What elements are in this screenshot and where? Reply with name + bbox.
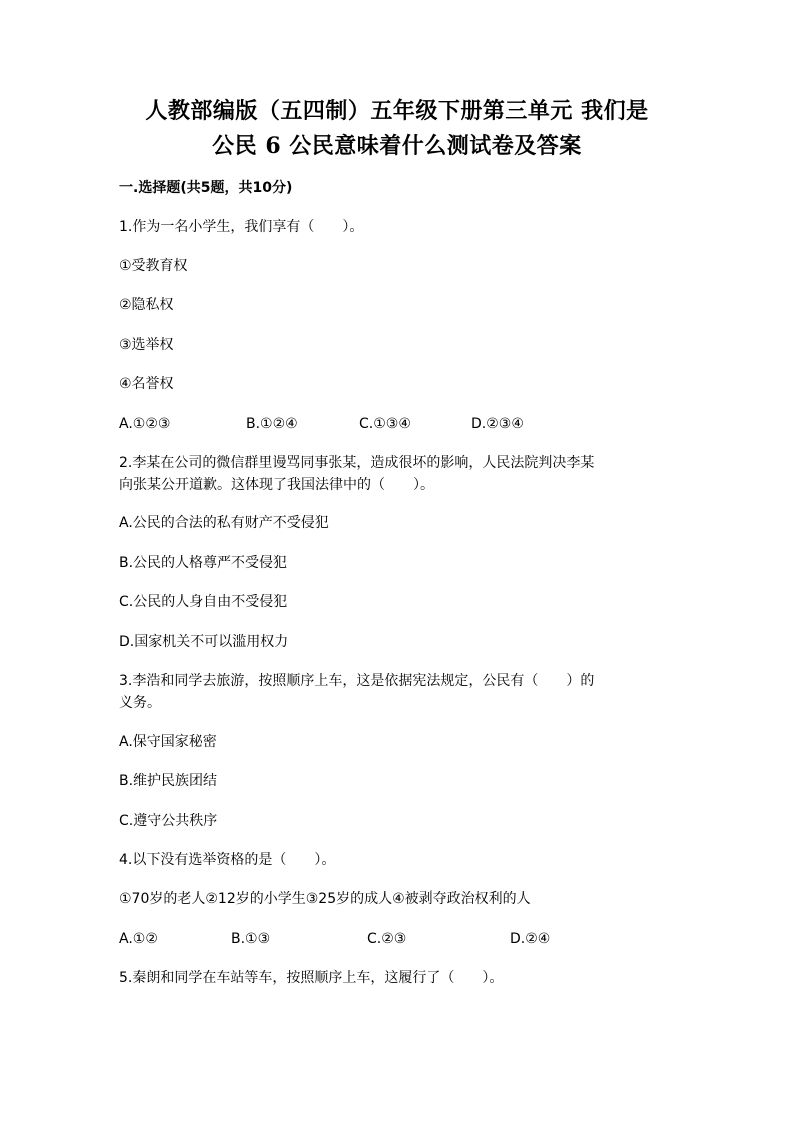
question-4-option-b: B.①③ xyxy=(231,931,271,947)
question-4-detail: ①70岁的老人②12岁的小学生③25岁的成人④被剥夺政治权利的人 xyxy=(119,891,531,907)
question-4-option-c: C.②③ xyxy=(367,931,407,947)
question-2-option-a: A.公民的合法的私有财产不受侵犯 xyxy=(119,515,329,531)
question-2-option-c: C.公民的人身自由不受侵犯 xyxy=(119,594,288,610)
question-3-option-b: B.维护民族团结 xyxy=(119,773,218,789)
question-5-stem: 5.秦朗和同学在车站等车，按照顺序上车，这履行了（ ）。 xyxy=(119,970,504,986)
question-4-option-a: A.①② xyxy=(119,931,158,947)
question-2-option-d: D.国家机关不可以滥用权力 xyxy=(119,634,289,650)
question-1-stem: 1.作为一名小学生，我们享有（ ）。 xyxy=(119,219,364,235)
question-1-option-c: C.①③④ xyxy=(359,416,411,432)
question-1-item: ③选举权 xyxy=(119,337,174,353)
question-2-stem-line-2: 向张某公开道歉。这体现了我国法律中的（ ）。 xyxy=(119,477,434,493)
question-1-option-d: D.②③④ xyxy=(471,416,524,432)
question-4-stem: 4.以下没有选举资格的是（ ）。 xyxy=(119,852,336,868)
section-heading: 一.选择题(共5题，共10分) xyxy=(119,180,293,196)
question-3-stem-line-2: 义务。 xyxy=(119,695,161,711)
question-4-option-d: D.②④ xyxy=(510,931,551,947)
question-2-stem-line-1: 2.李某在公司的微信群里谩骂同事张某，造成很坏的影响，人民法院判决李某 xyxy=(119,455,595,471)
document-title-line-2: 公民 6 公民意味着什么测试卷及答案 xyxy=(212,133,582,159)
document-title-line-1: 人教部编版（五四制）五年级下册第三单元 我们是 xyxy=(145,98,649,124)
question-1-option-b: B.①②④ xyxy=(246,416,298,432)
question-1-option-a: A.①②③ xyxy=(119,416,171,432)
question-3-option-c: C.遵守公共秩序 xyxy=(119,813,218,829)
question-1-item: ①受教育权 xyxy=(119,258,188,274)
question-3-stem-line-1: 3.李浩和同学去旅游，按照顺序上车，这是依据宪法规定，公民有（ ）的 xyxy=(119,673,595,689)
question-3-option-a: A.保守国家秘密 xyxy=(119,734,217,750)
question-1-item: ④名誉权 xyxy=(119,376,174,392)
question-1-item: ②隐私权 xyxy=(119,297,174,313)
question-2-option-b: B.公民的人格尊严不受侵犯 xyxy=(119,555,288,571)
